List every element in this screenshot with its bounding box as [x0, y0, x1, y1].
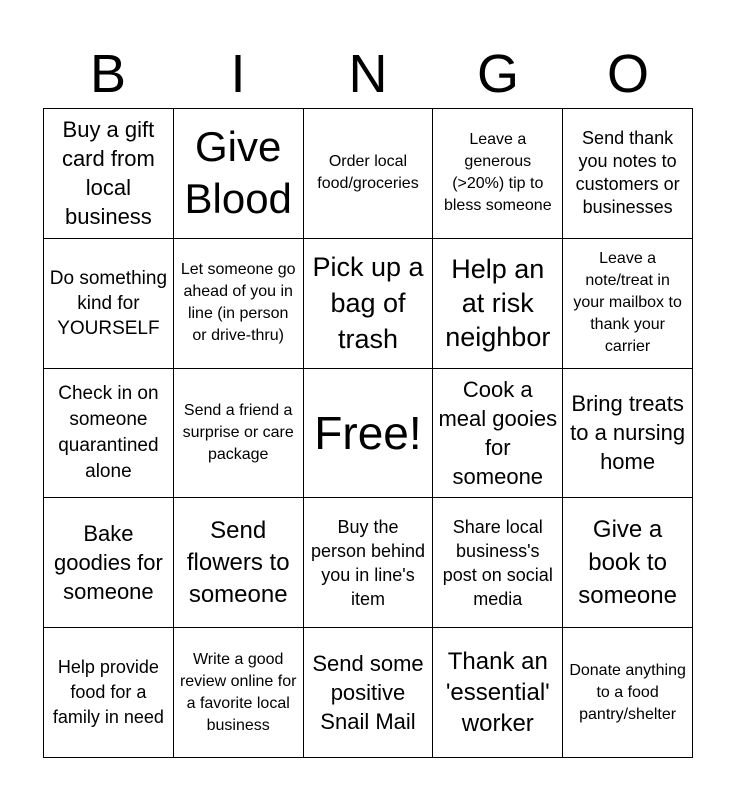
- bingo-header: [43, 40, 693, 108]
- bingo-cell[interactable]: [174, 369, 304, 499]
- bingo-cell-text: Check in on someone quarantined alone: [58, 382, 159, 482]
- bingo-cell-text: Send flowers to someone: [186, 516, 290, 608]
- bingo-cell-text: Send a friend a surprise or care package: [182, 401, 294, 463]
- bingo-cell-text: Share local business's post on social media: [442, 516, 553, 609]
- bingo-cell-text: Bake goodies for someone: [53, 521, 163, 605]
- bingo-grid: [43, 108, 693, 758]
- bingo-cell[interactable]: [563, 369, 693, 499]
- bingo-cell-text: Buy a gift card from local business: [61, 117, 155, 230]
- bingo-cell[interactable]: [174, 239, 304, 369]
- bingo-cell-text: Free!: [314, 406, 422, 459]
- bingo-cell[interactable]: [44, 628, 174, 758]
- bingo-cell[interactable]: [174, 109, 304, 239]
- bingo-cell[interactable]: [304, 498, 434, 628]
- bingo-cell[interactable]: [433, 239, 563, 369]
- bingo-cell-text: Donate anything to a food pantry/shelter: [569, 661, 686, 723]
- bingo-cell[interactable]: [433, 369, 563, 499]
- bingo-cell-text: Thank an 'essential' worker: [445, 648, 550, 738]
- bingo-cell[interactable]: [304, 239, 434, 369]
- bingo-cell[interactable]: [433, 498, 563, 628]
- bingo-cell-text: Leave a note/treat in your mailbox to thank your carrier: [573, 250, 682, 356]
- bingo-cell[interactable]: [563, 109, 693, 239]
- header-letter-o: O: [606, 44, 649, 104]
- bingo-cell-text: Send some positive Snail Mail: [312, 651, 424, 735]
- bingo-cell[interactable]: [304, 628, 434, 758]
- bingo-cell[interactable]: [174, 628, 304, 758]
- bingo-cell[interactable]: [44, 239, 174, 369]
- header-letter-b: B: [89, 44, 127, 104]
- bingo-cell[interactable]: [563, 628, 693, 758]
- header-letter-i: I: [230, 44, 246, 104]
- bingo-cell[interactable]: [563, 498, 693, 628]
- bingo-cell-text: Let someone go ahead of you in line (in person or drive-thru): [180, 261, 296, 345]
- bingo-cell[interactable]: [44, 109, 174, 239]
- bingo-cell-text: Give a book to someone: [578, 516, 677, 610]
- bingo-cell-text: Write a good review online for a favorite local business: [179, 650, 297, 734]
- bingo-cell[interactable]: [174, 498, 304, 628]
- bingo-cell-text: Cook a meal gooies for someone: [438, 376, 558, 489]
- bingo-cell-text: Do something kind for YOURSELF: [49, 267, 168, 339]
- bingo-cell-text: Give Blood: [184, 123, 292, 223]
- bingo-cell[interactable]: [44, 498, 174, 628]
- bingo-cell[interactable]: [304, 109, 434, 239]
- bingo-cell-text: Buy the person behind you in line's item: [310, 516, 426, 609]
- bingo-cell-text: Help an at risk neighbor: [445, 254, 551, 353]
- bingo-cell-text: Pick up a bag of trash: [312, 252, 424, 355]
- bingo-cell-text: Bring treats to a nursing home: [570, 391, 686, 475]
- header-letter-n: N: [348, 44, 388, 104]
- bingo-cell[interactable]: [433, 109, 563, 239]
- bingo-cell[interactable]: [563, 239, 693, 369]
- bingo-cell-text: Help provide food for a family in need: [52, 657, 164, 728]
- bingo-cell[interactable]: [433, 628, 563, 758]
- bingo-cell-text: Leave a generous (>20%) tip to bless someone: [443, 131, 552, 215]
- bingo-free-cell[interactable]: [304, 369, 434, 499]
- header-letter-g: G: [476, 44, 519, 104]
- bingo-cell-text: Send thank you notes to customers or businesses: [575, 128, 680, 218]
- bingo-cell[interactable]: [44, 369, 174, 499]
- bingo-cell-text: Order local food/groceries: [317, 153, 419, 193]
